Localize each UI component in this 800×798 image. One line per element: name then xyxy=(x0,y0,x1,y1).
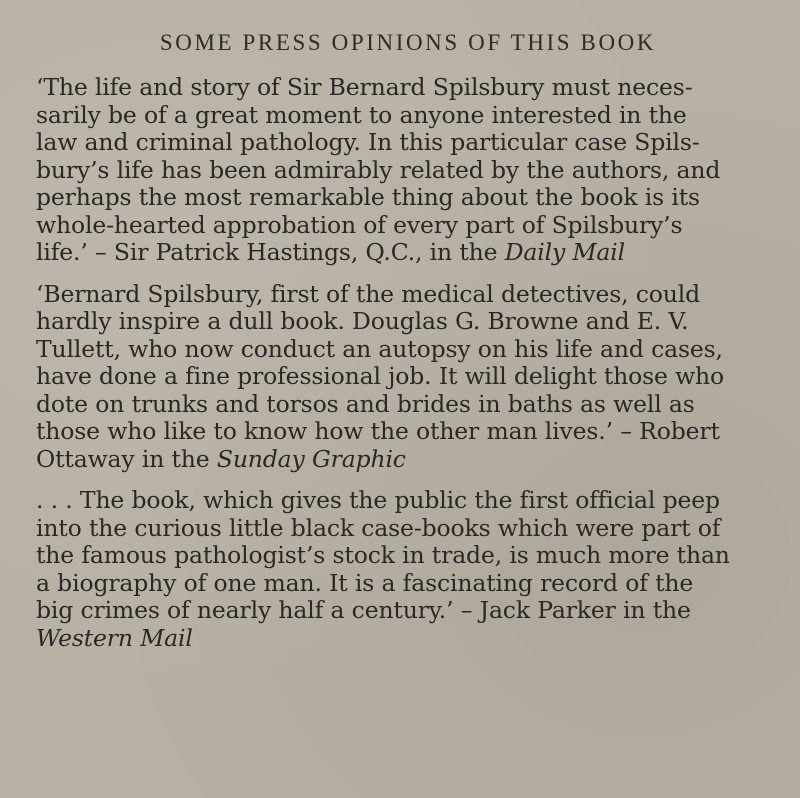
page-heading: SOME PRESS OPINIONS OF THIS BOOK xyxy=(159,30,657,55)
quote-line: big crimes of nearly half a century.’ – Jack Parker in the xyxy=(36,596,691,624)
quote-attribution-line xyxy=(36,446,772,474)
publication-name: Western Mail xyxy=(36,623,193,652)
quote-line: whole-hearted approbation of every part of Spilsbury’s xyxy=(36,210,683,239)
quote-line: have done a fine professional job. It will delight those who xyxy=(36,362,725,390)
quote-line: law and criminal pathology. In this particular case Spils- xyxy=(36,128,700,156)
press-quote-2 xyxy=(36,281,772,474)
quote-attribution-line xyxy=(36,239,772,267)
press-quote-3 xyxy=(36,487,772,652)
quote-line: Tullett, who now conduct an autopsy on his life and cases, xyxy=(36,334,723,363)
quote-attribution-line xyxy=(36,625,772,653)
quote-line: . . . The book, which gives the public the first official peep xyxy=(36,486,720,514)
quote-line: perhaps the most remarkable thing about the book is its xyxy=(36,183,700,211)
quote-line: ‘The life and story of Sir Bernard Spilsbury must neces- xyxy=(36,73,693,101)
attribution-text: life.’ – Sir Patrick Hastings, Q.C., in the xyxy=(36,238,505,266)
quote-line: a biography of one man. It is a fascinating record of the xyxy=(36,568,694,597)
publication-name: Sunday Graphic xyxy=(216,444,406,473)
quote-line: hardly inspire a dull book. Douglas G. Browne and E. V. xyxy=(36,307,689,335)
quote-line: the famous pathologist’s stock in trade, is much more than xyxy=(36,541,730,569)
quote-line: bury’s life has been admirably related by the authors, and xyxy=(36,155,721,184)
quote-line: ‘Bernard Spilsbury, first of the medical detectives, could xyxy=(36,279,701,308)
attribution-text: Ottaway in the xyxy=(36,444,217,473)
press-quote-1 xyxy=(36,74,772,267)
quote-line: into the curious little black case-books which were part of xyxy=(36,513,721,542)
publication-name: Daily Mail xyxy=(504,238,625,266)
quote-line: sarily be of a great moment to anyone interested in the xyxy=(36,100,687,129)
quote-line: those who like to know how the other man lives.’ – Robert xyxy=(36,417,720,445)
quote-line: dote on trunks and torsos and brides in baths as well as xyxy=(36,389,695,418)
